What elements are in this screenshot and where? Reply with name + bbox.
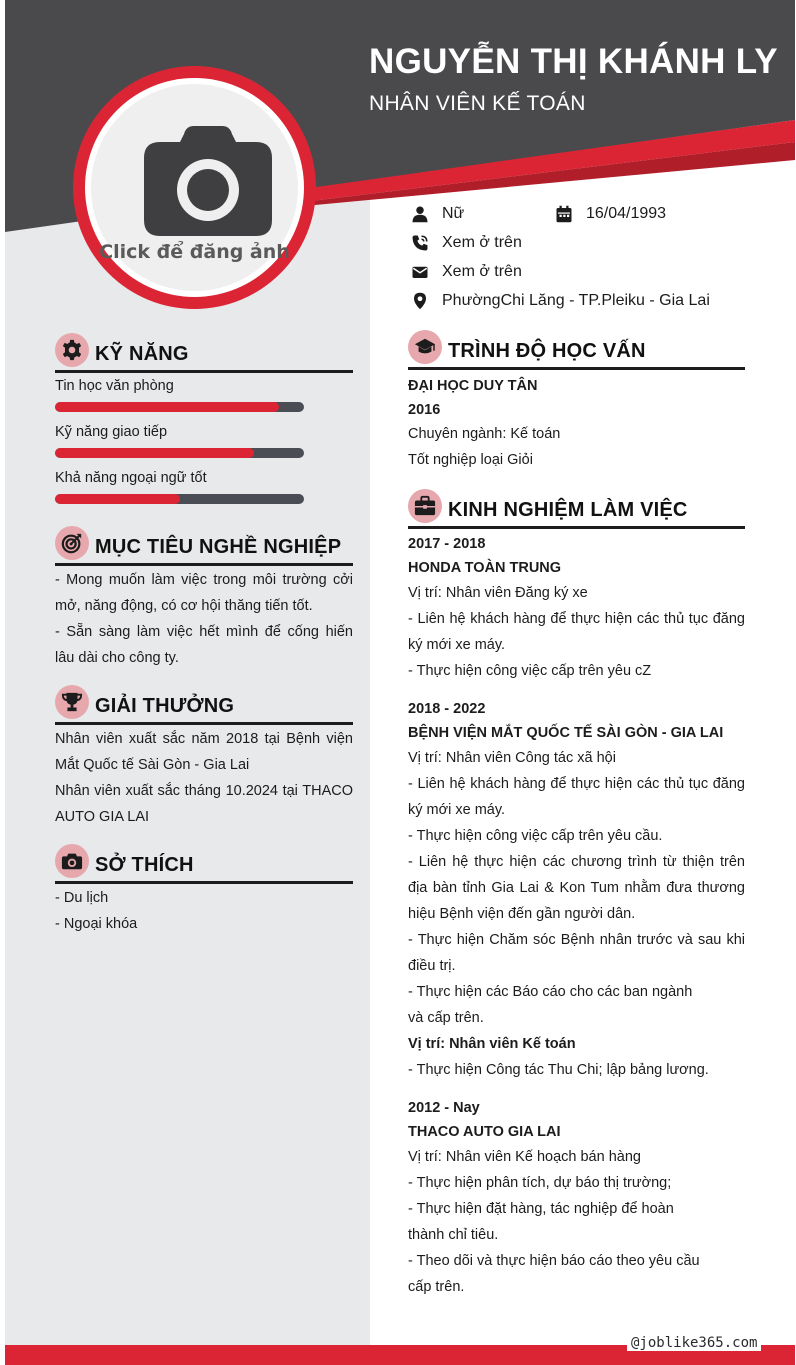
- job-period: 2012 - Nay: [408, 1100, 480, 1116]
- skill-bar: [55, 494, 304, 504]
- hobbies-heading: [55, 844, 353, 884]
- job-line: Vị trí: Nhân viên Công tác xã hội: [408, 750, 616, 766]
- hobbies-text: [55, 885, 353, 937]
- experience-item: [408, 1096, 745, 1300]
- job-title: NHÂN VIÊN KẾ TOÁN: [369, 92, 586, 115]
- skills-heading: [55, 333, 353, 373]
- skill-bar: [55, 402, 304, 412]
- job-line: Vị trí: Nhân viên Đăng ký xe: [408, 585, 588, 601]
- camera-icon: [144, 124, 272, 236]
- job-period: 2017 - 2018: [408, 536, 486, 552]
- experience-list: [408, 532, 745, 1300]
- objective-heading: [55, 526, 353, 566]
- trophy-icon: [61, 691, 83, 713]
- job-line: - Liên hệ thực hiện các chương trình từ thiện trên địa bàn tỉnh Gia Lai & Kon Tum nhằm đưa thương hiệu Bệnh viện đến gần người dân.: [408, 854, 745, 922]
- contact-gender: [411, 202, 464, 226]
- avatar-upload-area[interactable]: [91, 84, 298, 291]
- job-line: - Thực hiện Chăm sóc Bệnh nhân trước và sau khi điều trị.: [408, 932, 745, 974]
- education-text: [408, 374, 745, 422]
- job-line: - Theo dõi và thực hiện báo cáo theo yêu cầu cấp trên.: [408, 1253, 700, 1295]
- contact-birthday: [555, 202, 666, 226]
- job-line: Vị trí: Nhân viên Kế hoạch bán hàng: [408, 1149, 641, 1165]
- job-period: 2018 - 2022: [408, 701, 486, 717]
- objective-title: MỤC TIÊU NGHỀ NGHIỆP: [95, 536, 342, 558]
- skill-label: Khả năng ngoại ngữ tốt: [55, 470, 207, 486]
- education-line: Tốt nghiệp loại Giỏi: [408, 452, 533, 468]
- awards-text: [55, 726, 353, 830]
- gear-icon: [61, 339, 83, 361]
- birthday-value: 16/04/1993: [586, 205, 667, 222]
- camera-icon: [61, 850, 83, 872]
- job-position-2: Vị trí: Nhân viên Kế toán: [408, 1036, 576, 1052]
- email-value: Xem ở trên: [442, 263, 522, 280]
- job-line: - Thực hiện Công tác Thu Chi; lập bảng lương.: [408, 1062, 709, 1078]
- skill-label: Kỹ năng giao tiếp: [55, 424, 168, 440]
- experience-item: [408, 532, 745, 684]
- experience-heading: [408, 489, 745, 529]
- skill-bar-fill: [55, 448, 254, 458]
- skill-bar-fill: [55, 402, 279, 412]
- contact-phone: [411, 231, 522, 255]
- award-line: Nhân viên xuất sắc tháng 10.2024 tại THACO AUTO GIA LAI: [55, 783, 353, 825]
- job-line: - Thực hiện đặt hàng, tác nghiệp để hoàn thành chỉ tiêu.: [408, 1201, 674, 1243]
- hobby-line: - Ngoại khóa: [55, 916, 138, 932]
- avatar[interactable]: [73, 66, 316, 309]
- user-icon: [411, 205, 429, 223]
- avatar-upload-caption[interactable]: Click để đăng ảnh: [99, 241, 290, 263]
- contact-address: [411, 289, 710, 313]
- briefcase-icon: [414, 495, 436, 517]
- resume-page: [5, 0, 795, 1365]
- education-heading: [408, 330, 745, 370]
- objective-text: [55, 567, 353, 671]
- job-company: BỆNH VIỆN MẮT QUỐC TẾ SÀI GÒN - GIA LAI: [408, 725, 724, 741]
- location-icon: [411, 292, 429, 310]
- job-line: - Thực hiện công việc cấp trên yêu cầu.: [408, 828, 663, 844]
- education-line: Chuyên ngành: Kế toán: [408, 426, 561, 442]
- calendar-icon: [555, 205, 573, 223]
- phone-icon: [411, 234, 429, 252]
- job-company: THACO AUTO GIA LAI: [408, 1124, 561, 1140]
- awards-title: GIẢI THƯỞNG: [95, 695, 235, 717]
- skill-label: Tin học văn phòng: [55, 378, 174, 394]
- education-school: ĐẠI HỌC DUY TÂN: [408, 378, 538, 394]
- address-value: PhườngChi Lăng - TP.Pleiku - Gia Lai: [442, 292, 710, 309]
- objective-line: - Mong muốn làm việc trong môi trường cởi mở, năng động, có cơ hội thăng tiến tốt.: [55, 572, 353, 614]
- job-line: - Thực hiện các Báo cáo cho các ban ngành và cấp trên.: [408, 984, 693, 1026]
- job-line: - Thực hiện phân tích, dự báo thị trường;: [408, 1175, 672, 1191]
- education-details: [408, 421, 745, 473]
- awards-heading: [55, 685, 353, 725]
- education-title: TRÌNH ĐỘ HỌC VẤN: [448, 340, 646, 362]
- watermark: @joblike365.com: [627, 1335, 761, 1351]
- job-company: HONDA TOÀN TRUNG: [408, 560, 562, 576]
- hobbies-title: SỞ THÍCH: [95, 854, 194, 876]
- contact-email: [411, 260, 522, 284]
- skills-title: KỸ NĂNG: [95, 343, 189, 365]
- education-year: 2016: [408, 402, 441, 418]
- job-line: - Liên hệ khách hàng để thực hiện các thủ tục đăng ký mới xe máy.: [408, 611, 745, 653]
- skill-bar-fill: [55, 494, 180, 504]
- candidate-name: NGUYỄN THỊ KHÁNH LY: [369, 42, 778, 81]
- experience-title: KINH NGHIỆM LÀM VIỆC: [448, 499, 688, 521]
- job-line: - Liên hệ khách hàng để thực hiện các thủ tục đăng ký mới xe máy.: [408, 776, 745, 818]
- job-line: - Thực hiện công việc cấp trên yêu cZ: [408, 663, 652, 679]
- award-line: Nhân viên xuất sắc năm 2018 tại Bệnh viện Mắt Quốc tế Sài Gòn - Gia Lai: [55, 731, 353, 773]
- gender-value: Nữ: [442, 205, 465, 222]
- graduation-cap-icon: [414, 336, 436, 358]
- experience-item: [408, 697, 745, 1083]
- skill-bar: [55, 448, 304, 458]
- objective-line: - Sẵn sàng làm việc hết mình để cống hiến lâu dài cho công ty.: [55, 624, 353, 666]
- target-icon: [61, 532, 83, 554]
- email-icon: [411, 263, 429, 281]
- phone-value: Xem ở trên: [442, 234, 522, 251]
- hobby-line: - Du lịch: [55, 890, 109, 906]
